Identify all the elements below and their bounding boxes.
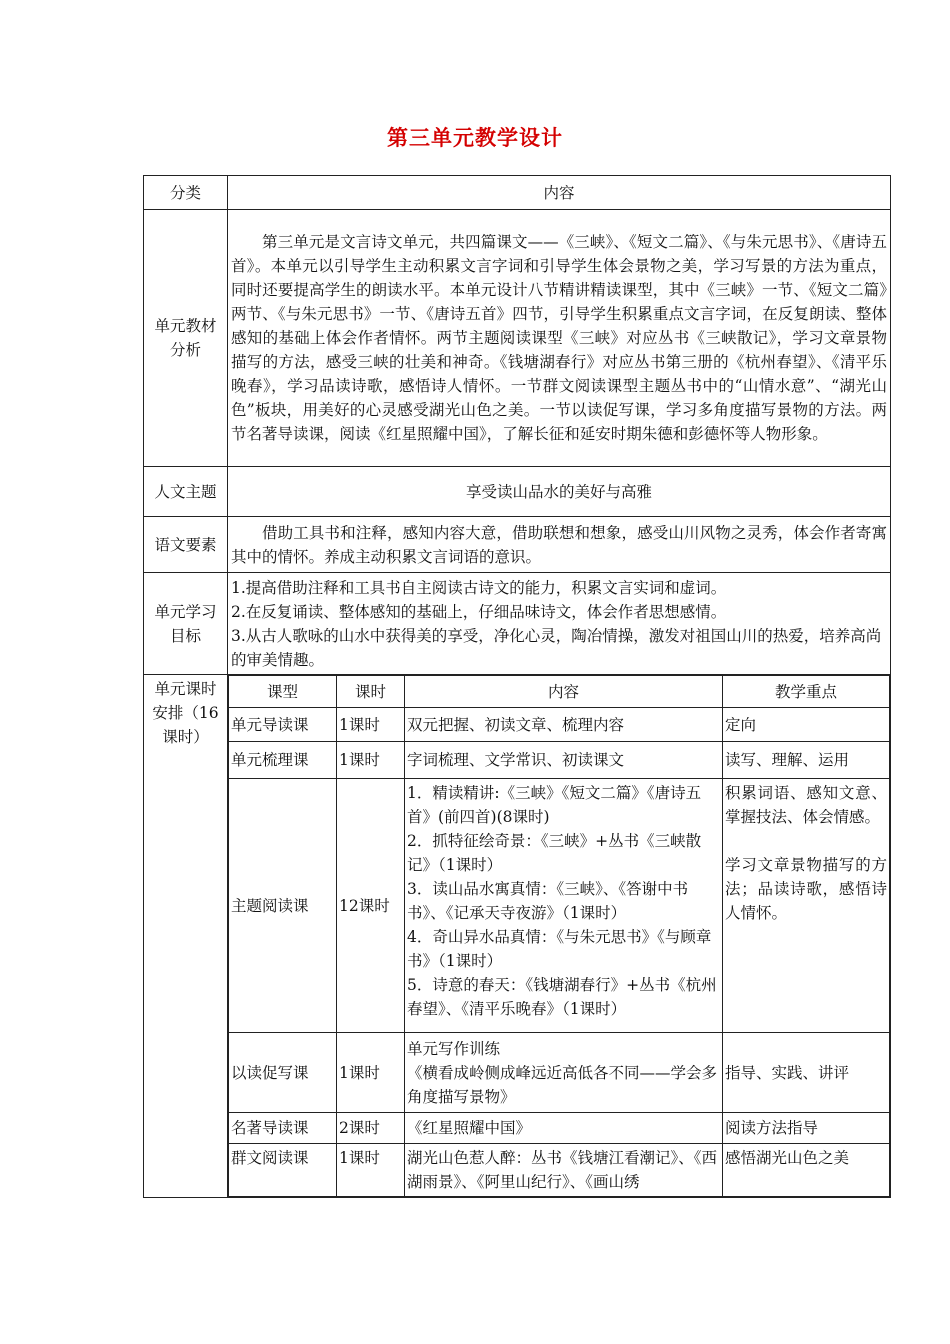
content-line: 2．抓特征绘奇景：《三峡》+丛书《三峡散记》（1课时） xyxy=(407,832,702,874)
analysis-label: 单元教材分析 xyxy=(144,210,228,467)
goal-item: 3.从古人歌咏的山水中获得美的享受，净化心灵，陶冶情操，激发对祖国山川的热爱，培养高尚的审美情趣。 xyxy=(231,626,882,669)
theme-label: 人文主题 xyxy=(144,467,228,517)
header-category: 分类 xyxy=(144,176,228,210)
row-focus xyxy=(723,779,890,1033)
row-focus: 指导、实践、讲评 xyxy=(723,1033,890,1113)
content-line: 4．奇山异水品真情：《与朱元思书》《与顾章书》（1课时） xyxy=(407,928,712,970)
table-row xyxy=(229,1144,890,1197)
focus-line: 积累词语、感知文意、掌握技法、体会情感。 xyxy=(725,784,887,826)
page-title: 第三单元教学设计 xyxy=(387,125,563,150)
elements-label: 语文要素 xyxy=(144,517,228,573)
content-line: 1．精读精讲:《三峡》《短文二篇》《唐诗五首》(前四首)(8课时) xyxy=(407,784,702,826)
header-content: 内容 xyxy=(228,176,891,210)
content-line: 5．诗意的春天：《钱塘湖春行》+丛书《杭州春望》、《清平乐晚春》（1课时） xyxy=(407,976,717,1018)
col-focus: 教学重点 xyxy=(723,676,890,708)
theme-text: 享受读山品水的美好与高雅 xyxy=(228,467,891,517)
row-type: 以读促写课 xyxy=(229,1033,337,1113)
row-focus: 读写、理解、运用 xyxy=(723,742,890,779)
table-row xyxy=(229,779,890,1033)
row-content: 《红星照耀中国》 xyxy=(405,1113,723,1144)
row-focus: 阅读方法指导 xyxy=(723,1113,890,1144)
row-type: 群文阅读课 xyxy=(229,1144,337,1197)
row-content: 湖光山色惹人醉：丛书《钱塘江看潮记》、《西湖雨景》、《阿里山纪行》、《画山绣 xyxy=(405,1144,723,1197)
row-type: 主题阅读课 xyxy=(229,779,337,1033)
col-hours: 课时 xyxy=(337,676,405,708)
row-hours: 1课时 xyxy=(337,1144,405,1197)
row-content xyxy=(405,1033,723,1113)
goal-item: 2.在反复诵读、整体感知的基础上，仔细品味诗文，体会作者思想感情。 xyxy=(231,602,727,621)
goal-item: 1.提高借助注释和工具书自主阅读古诗文的能力，积累文言实词和虚词。 xyxy=(231,578,727,597)
row-content: 字词梳理、文学常识、初读课文 xyxy=(405,742,723,779)
analysis-text: 第三单元是文言诗文单元，共四篇课文——《三峡》、《短文二篇》、《与朱元思书》、《唐诗五首》。本单元以引导学生主动积累文言字词和引导学生体会景物之美，学习写景的方法为重点，同时还要提高学生的朗读水平。本单元设计八节精讲精读课型，其中《三峡》一节、《短文二篇》两节、《与朱元思书》一节、《唐诗五首》四节，引导学生积累重点文言字词，在反复朗读、整体感知的基础上体会作者情怀。两节主题阅读课型《三峡》对应丛书《三峡散记》，学习文章景物描写的方法，感受三峡的壮美和神奇。《钱塘湖春行》对应丛书第三册的《杭州春望》、《清平乐晚春》，学习品读诗歌，感悟诗人情怀。一节群文阅读课型主题丛书中的“山情水意”、“湖光山色”板块，用美好的心灵感受湖光山色之美。一节以读促写课，学习多角度描写景物的方法。两节名著导读课，阅读《红星照耀中国》，了解长征和延安时期朱德和彭德怀等人物形象。 xyxy=(228,210,891,467)
row-type: 单元梳理课 xyxy=(229,742,337,779)
row-content xyxy=(405,779,723,1033)
col-type: 课型 xyxy=(229,676,337,708)
table-row xyxy=(229,708,890,742)
schedule-cell xyxy=(228,675,891,1198)
content-line: 单元写作训练 xyxy=(407,1039,501,1058)
row-hours: 12课时 xyxy=(337,779,405,1033)
table-row xyxy=(229,1113,890,1144)
content-line: 《横看成岭侧成峰远近高低各不同——学会多角度描写景物》 xyxy=(407,1063,718,1106)
row-hours: 1课时 xyxy=(337,742,405,779)
row-focus: 感悟湖光山色之美 xyxy=(723,1144,890,1197)
row-content: 双元把握、初读文章、梳理内容 xyxy=(405,708,723,742)
row-hours: 1课时 xyxy=(337,1033,405,1113)
col-content: 内容 xyxy=(405,676,723,708)
lesson-plan-table xyxy=(143,175,891,1198)
row-type: 单元导读课 xyxy=(229,708,337,742)
content-line: 3．读山品水寓真情：《三峡》、《答谢中书书》、《记承天寺夜游》（1课时） xyxy=(407,880,689,922)
table-row xyxy=(229,1033,890,1113)
goals-label: 单元学习目标 xyxy=(144,573,228,675)
row-type: 名著导读课 xyxy=(229,1113,337,1144)
elements-text: 借助工具书和注释，感知内容大意，借助联想和想象，感受山川风物之灵秀，体会作者寄寓其中的情怀。养成主动积累文言词语的意识。 xyxy=(228,517,891,573)
row-focus: 定向 xyxy=(723,708,890,742)
row-hours: 2课时 xyxy=(337,1113,405,1144)
schedule-table xyxy=(228,675,890,1197)
schedule-label: 单元课时安排（16课时） xyxy=(144,675,228,1198)
focus-line: 学习文章景物描写的方法；品读诗歌，感悟诗人情怀。 xyxy=(725,856,887,922)
table-row xyxy=(229,742,890,779)
row-hours: 1课时 xyxy=(337,708,405,742)
goals-list xyxy=(228,573,891,675)
